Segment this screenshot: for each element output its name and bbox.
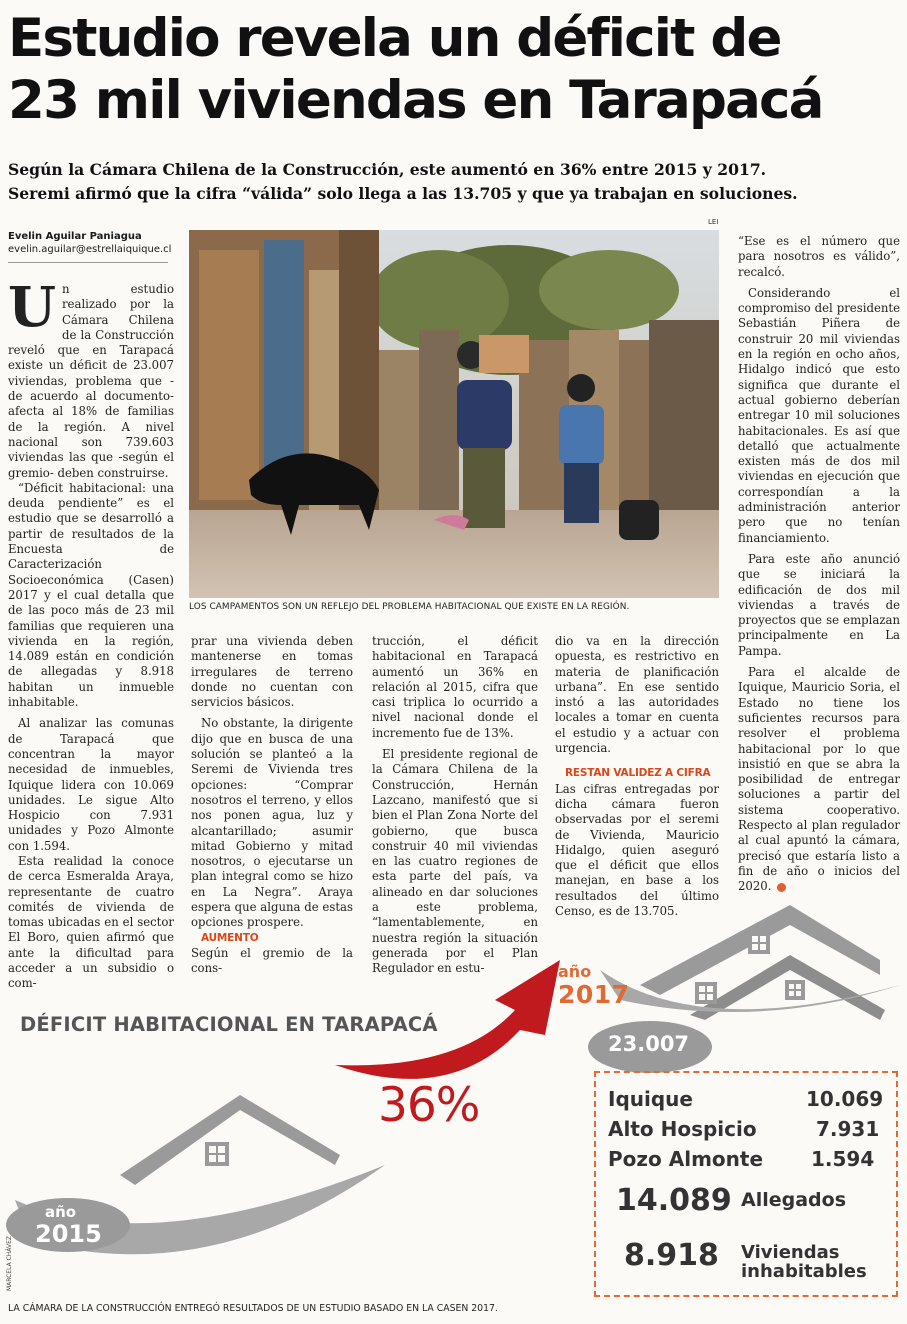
end-of-article-icon	[777, 883, 786, 892]
campamento-photo-illustration	[189, 230, 719, 598]
growth-percentage: 36%	[378, 1078, 480, 1133]
house-2017-icon	[600, 905, 900, 1020]
comuna-name: Pozo Almonte	[608, 1147, 764, 1171]
inhabitables-value: 8.918	[624, 1238, 719, 1273]
comuna-name: Alto Hospicio	[608, 1117, 757, 1141]
article-paragraph: Para este año anunció que se iniciará la edificación de dos mil viviendas a través de proyectos que se emplazan principalmente en La Pampa.	[738, 551, 900, 658]
inhabitables-label: Viviendas inhabitables	[741, 1242, 867, 1282]
byline	[8, 230, 171, 256]
article-paragraph: prar una vivienda deben mantenerse en tomas irregulares de terreno donde no cuentan con servicios básicos.	[191, 634, 353, 710]
article-column-5	[738, 234, 900, 894]
infographic-author-credit: MARCELA CHÁVEZ	[6, 1235, 14, 1292]
comuna-value: 7.931	[816, 1117, 880, 1141]
total-2017-value: 23.007	[608, 1032, 690, 1056]
article-paragraph: trucción, el déficit habitacional en Tarapacá aumentó un 36% en relación al 2015, cifra que casi triplica lo ocurrido a nivel nacional donde el incremento fue de 13%.	[372, 634, 538, 740]
photo-caption: LOS CAMPAMENTOS SON UN REFLEJO DEL PROBLEMA HABITACIONAL QUE EXISTE EN LA REGIÓN.	[189, 602, 630, 612]
comunas-stats-box	[594, 1071, 898, 1297]
drop-cap: U	[8, 274, 56, 339]
headline	[8, 8, 898, 132]
byline-divider	[8, 262, 168, 263]
photo-credit: LEI	[708, 218, 719, 226]
byline-email[interactable]: evelin.aguilar@estrellaiquique.cl	[8, 244, 172, 255]
subheadline-line-1: Según la Cámara Chilena de la Construcción, este aumentó en 36% entre 2015 y 2017.	[8, 160, 767, 179]
subheadline-line-2: Seremi afirmó que la cifra “válida” solo llega a las 13.705 y que ya trabajan en soluciones.	[8, 184, 798, 203]
article-paragraph: Las cifras entregadas por dicha cámara fueron observadas por el seremi de Vivienda, Mauricio Hidalgo, quien aseguró que el déficit que ellos manejan, en base a los resultados del último Censo, es de 13.705.	[555, 781, 719, 919]
article-paragraph: Esta realidad la conoce de cerca Esmeralda Araya, representante de cuatro comités de vivienda de tomas ubicadas en el sector El Boro, quien afirmó que ante la dificultad para acceder a un subsidio o com-	[8, 853, 174, 991]
byline-author: Evelin Aguilar Paniagua	[8, 231, 142, 242]
subheadline	[8, 158, 900, 206]
comuna-name: Iquique	[608, 1087, 693, 1111]
section-kicker-aumento: AUMENTO	[201, 931, 259, 944]
comuna-value: 10.069	[806, 1087, 884, 1111]
article-paragraph: “Ese es el número que para nosotros es válido”, recalcó.	[738, 234, 900, 279]
allegados-value: 14.089	[616, 1183, 732, 1218]
infographic-title: DÉFICIT HABITACIONAL EN TARAPACÁ	[20, 1013, 438, 1036]
article-paragraph: Un estudio realizado por la Cámara Chilena de la Construcción reveló que en Tarapacá existe un déficit de 23.007 viviendas, problema que -de acuerdo al documento- afecta al 18% de familias de la región. A nivel nacional son 739.603 viviendas las que -según el gremio- deben construirse.	[8, 274, 174, 480]
article-paragraph: No obstante, la dirigente dijo que en busca de una solución se planteó a la Seremi de Vivienda tres opciones: “Comprar nosotros el terreno, y ellos nos ponen agua, luz y alcantarillado; asumir mitad Gobierno y mitad nosotros, o ejecutarse un plan integral como se hizo en La Negra”. Araya espera que alguna de estas opciones prospere.	[191, 716, 353, 930]
article-paragraph: dio va en la dirección opuesta, es restrictivo en materia de planificación urbana”. En ese sentido instó a las autoridades locales a tomar en cuenta el estudio y a actuar con urgencia.	[555, 634, 719, 756]
article-paragraph: Considerando el compromiso del presidente Sebastián Piñera de construir 20 mil viviendas en la región en ocho años, Hidalgo indicó que esto significa que durante el actual gobierno deberían entregar 10 mil soluciones habitacionales. Es así que detalló que actualmente existen más de dos mil viviendas en ejecución que correspondían a la administración anterior pero que no tenían financiamiento.	[738, 285, 900, 545]
headline-line-2: 23 mil viviendas en Tarapacá	[8, 70, 823, 131]
article-photo	[189, 230, 719, 598]
year-2017-label: año	[558, 962, 592, 981]
year-2015-label: año	[45, 1203, 77, 1221]
headline-line-1: Estudio revela un déficit de	[8, 8, 781, 69]
year-2017-value: 2017	[558, 980, 630, 1009]
year-2015-value: 2015	[35, 1220, 102, 1248]
allegados-label: Allegados	[741, 1189, 847, 1211]
article-column-1	[8, 274, 174, 992]
article-paragraph: El presidente regional de la Cámara Chilena de la Construcción, Hernán Lazcano, manifestó que si bien el Plan Zona Norte del gobierno, que busca construir 40 mil viviendas en las cuatro regiones de esta parte del país, va alineado en dar soluciones a este problema, “lamentablemente, en nuestra región la situación generada por el Plan Regulador en estu-	[372, 747, 538, 976]
article-paragraph: Según el gremio de la cons-	[191, 945, 353, 976]
comuna-value: 1.594	[811, 1147, 875, 1171]
infographic-caption: LA CÁMARA DE LA CONSTRUCCIÓN ENTREGÓ RESULTADOS DE UN ESTUDIO BASADO EN LA CASEN 2017.	[8, 1303, 498, 1314]
article-paragraph: Para el alcalde de Iquique, Mauricio Soria, el Estado no tiene los suficientes recursos para resolver el problema habitacional por lo que insistió en que se abra la posibilidad de entregar soluciones a partir del sistema cooperativo. Respecto al plan regulador al cual apuntó la cámara, precisó que estaría listo a fin de año o inicios del 2020.	[738, 665, 900, 894]
article-column-4	[555, 634, 719, 919]
article-paragraph: Al analizar las comunas de Tarapacá que concentran la mayor necesidad de inmuebles, Iquique lidera con 10.069 unidades. Le sigue Alto Hospicio con 7.931 unidades y Pozo Almonte con 1.594.	[8, 716, 174, 853]
section-kicker-restan-validez: RESTAN VALIDEZ A CIFRA	[565, 767, 711, 780]
article-paragraph: “Déficit habitacional: una deuda pendiente” es el estudio que se desarrolló a partir de resultados de la Encuesta de Caracterización Socioeconómica (Casen) 2017 y el cual detalla que de las poco más de 23 mil familias que requieren una vivienda en la región, 14.089 están en condición de allegadas y 8.918 habitan un inmueble inhabitable.	[8, 480, 174, 710]
